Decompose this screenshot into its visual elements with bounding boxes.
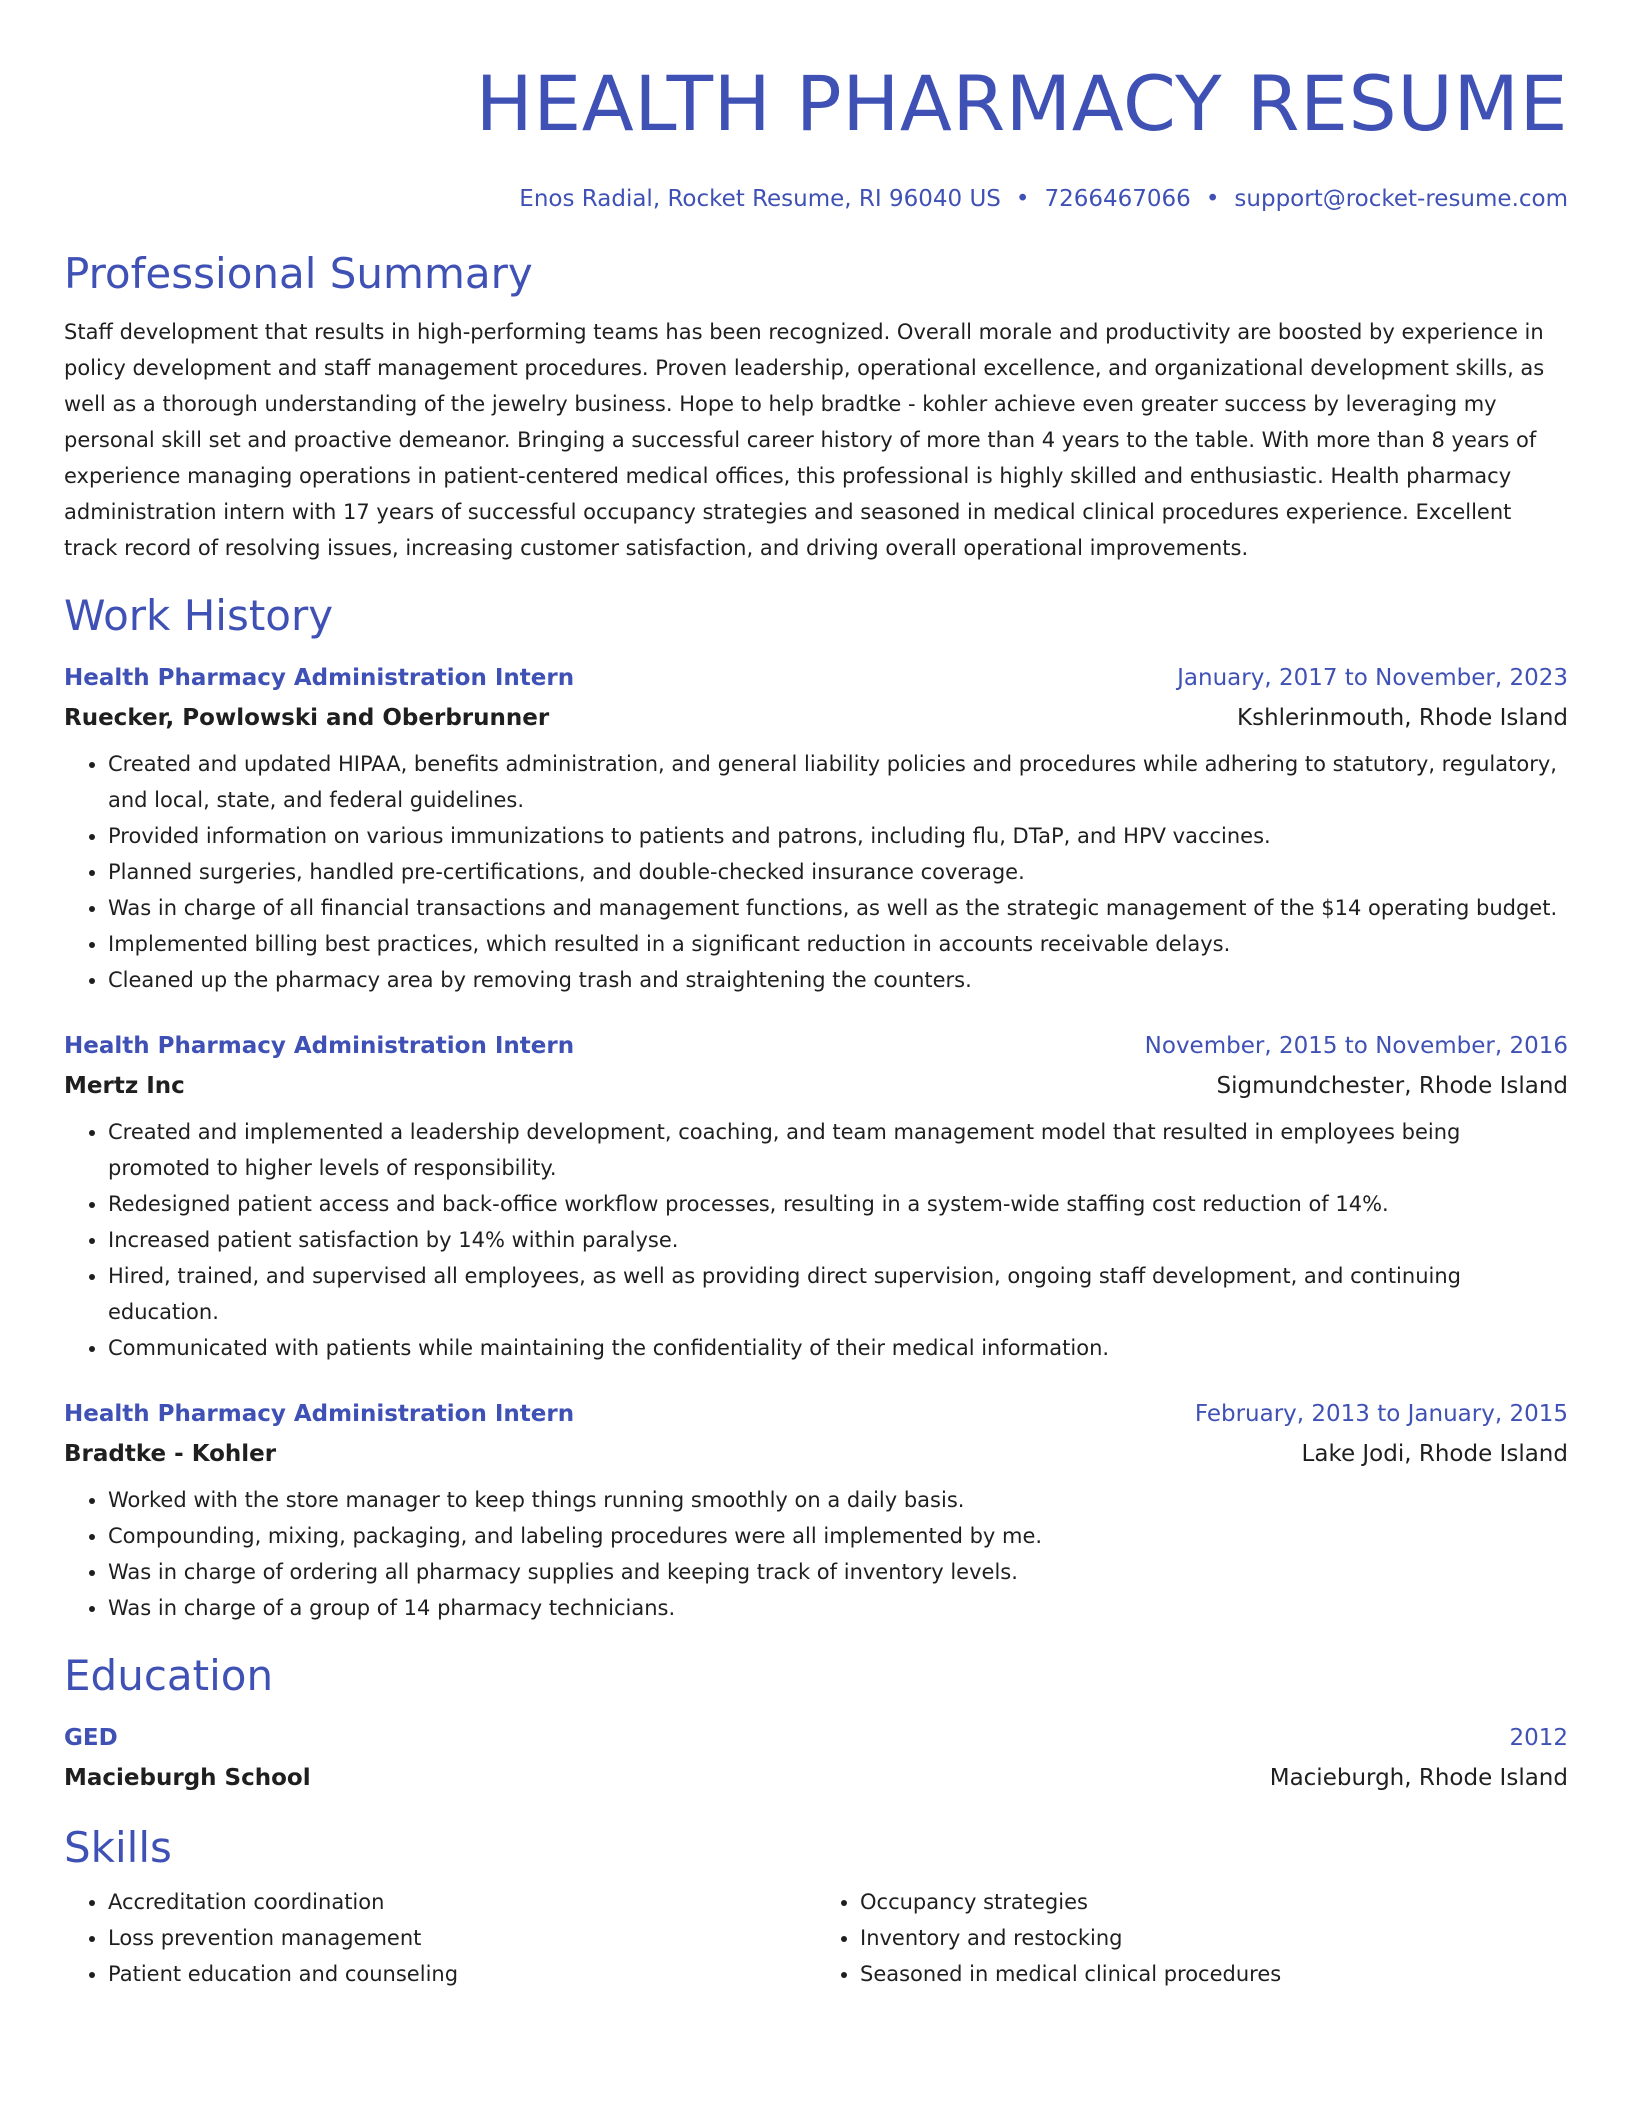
skill-item: • Inventory and restocking [860, 1920, 1568, 1956]
job-bullet: • Created and implemented a leadership development, coaching, and team management model that resulted in employees being promoted to higher levels of responsibility. [108, 1114, 1568, 1186]
summary-heading: Professional Summary [64, 249, 533, 298]
job-bullet: • Implemented billing best practices, which resulted in a significant reduction in accounts receivable delays. [108, 926, 1568, 962]
job-title: Health Pharmacy Administration Intern [64, 1401, 575, 1427]
contact-separator: • [1015, 186, 1030, 212]
job-bullet: • Communicated with patients while maintaining the confidentiality of their medical information. [108, 1330, 1568, 1366]
education-degree: GED [64, 1725, 118, 1751]
job-bullets [64, 1114, 1568, 1366]
job-bullet: • Cleaned up the pharmacy area by removing trash and straightening the counters. [108, 962, 1568, 998]
job-bullets [64, 746, 1568, 998]
education-school: Macieburgh School [64, 1765, 311, 1791]
job-bullet: • Was in charge of a group of 14 pharmacy technicians. [108, 1590, 1568, 1626]
skill-item: • Loss prevention management [108, 1920, 816, 1956]
job-title: Health Pharmacy Administration Intern [64, 665, 575, 691]
education-heading: Education [64, 1651, 274, 1700]
summary-text: Staff development that results in high-performing teams has been recognized. Overall morale and productivity are boosted by experience in policy development and staff management procedures. Proven leadership, operational excellence, and organizational development skills, as well as a thorough understanding of the jewelry business. Hope to help bradtke - kohler achieve even greater success by leveraging my personal skill set and proactive demeanor. Bringing a successful career history of more than 4 years to the table. With more than 8 years of experience managing operations in patient-centered medical offices, this professional is highly skilled and enthusiastic. Health pharmacy administration intern with 17 years of successful occupancy strategies and seasoned in medical clinical procedures experience. Excellent track record of resolving issues, increasing customer satisfaction, and driving overall operational improvements. [64, 320, 1545, 560]
job-entry [64, 1026, 1568, 1366]
job-entry [64, 1394, 1568, 1626]
job-bullet: • Compounding, mixing, packaging, and labeling procedures were all implemented by me. [108, 1518, 1568, 1554]
education-year: 2012 [1509, 1725, 1568, 1751]
resume-title: HEALTH PHARMACY RESUME [475, 59, 1568, 148]
contact-separator: • [1205, 186, 1220, 212]
contact-address: Enos Radial, Rocket Resume, RI 96040 US [519, 186, 1001, 212]
skills-list [64, 1876, 1568, 1992]
job-location: Lake Jodi, Rhode Island [1301, 1441, 1568, 1467]
job-title: Health Pharmacy Administration Intern [64, 1033, 575, 1059]
work-history-heading: Work History [64, 591, 334, 640]
job-bullet: • Planned surgeries, handled pre-certifications, and double-checked insurance coverage. [108, 854, 1568, 890]
job-bullet: • Redesigned patient access and back-office workflow processes, resulting in a system-wide staffing cost reduction of 14%. [108, 1186, 1568, 1222]
skills-column-left [64, 1884, 816, 1992]
job-bullet: • Created and updated HIPAA, benefits administration, and general liability policies and procedures while adhering to statutory, regulatory, and local, state, and federal guidelines. [108, 746, 1568, 818]
job-location: Sigmundchester, Rhode Island [1216, 1073, 1568, 1099]
job-dates: November, 2015 to November, 2016 [1144, 1033, 1568, 1059]
job-bullet: • Was in charge of all financial transactions and management functions, as well as the strategic management of the $14 operating budget. [108, 890, 1568, 926]
skills-column-right [816, 1884, 1568, 1992]
contact-phone[interactable]: 7266467066 [1044, 186, 1191, 212]
education-entry [64, 1718, 1568, 1798]
education-location: Macieburgh, Rhode Island [1269, 1765, 1568, 1791]
job-bullets [64, 1482, 1568, 1626]
contact-line [64, 182, 1568, 216]
skills-heading: Skills [64, 1823, 172, 1872]
job-bullet: • Worked with the store manager to keep things running smoothly on a daily basis. [108, 1482, 1568, 1518]
job-dates: February, 2013 to January, 2015 [1194, 1401, 1568, 1427]
skill-item: • Accreditation coordination [108, 1884, 816, 1920]
skill-item: • Seasoned in medical clinical procedures [860, 1956, 1568, 1992]
job-bullet: • Hired, trained, and supervised all employees, as well as providing direct supervision, ongoing staff development, and continuing education. [108, 1258, 1568, 1330]
job-company: Mertz Inc [64, 1073, 185, 1099]
skill-item: • Patient education and counseling [108, 1956, 816, 1992]
job-bullet: • Increased patient satisfaction by 14% within paralyse. [108, 1222, 1568, 1258]
job-entry [64, 658, 1568, 998]
job-company: Bradtke - Kohler [64, 1441, 277, 1467]
job-location: Kshlerinmouth, Rhode Island [1237, 705, 1568, 731]
job-company: Ruecker, Powlowski and Oberbrunner [64, 705, 550, 731]
skill-item: • Occupancy strategies [860, 1884, 1568, 1920]
job-bullet: • Provided information on various immunizations to patients and patrons, including flu, DTaP, and HPV vaccines. [108, 818, 1568, 854]
job-bullet: • Was in charge of ordering all pharmacy supplies and keeping track of inventory levels. [108, 1554, 1568, 1590]
job-dates: January, 2017 to November, 2023 [1177, 665, 1568, 691]
contact-email[interactable]: support@rocket-resume.com [1234, 186, 1568, 212]
